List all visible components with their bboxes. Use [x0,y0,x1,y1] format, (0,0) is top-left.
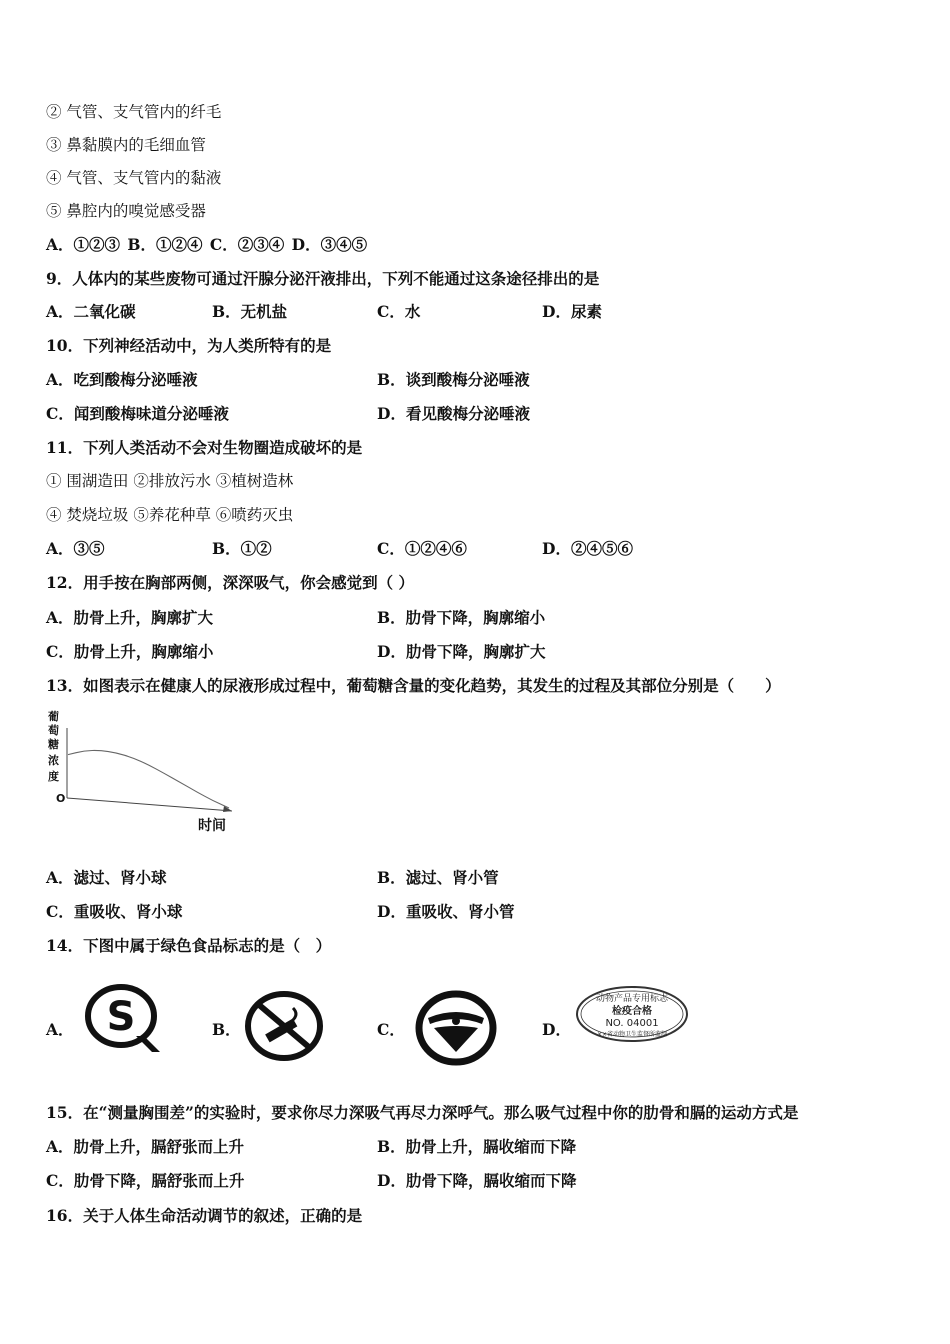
statement-5: ⑤ 鼻腔内的嗅觉感受器 [46,202,206,220]
q13-option-c: C．重吸收、肾小球 [46,902,183,921]
x-axis [67,798,232,811]
y-label-char: 浓 [48,754,59,767]
q9-option-b: B．无机盐 [212,302,288,321]
q13-option-b: B．滤过、肾小管 [377,868,499,887]
origin-label: O [56,792,66,805]
q10-stem: 10．下列神经活动中，为人类所特有的是 [46,336,332,355]
stamp-bottom-text: ××省动物卫生监督所监制 [596,1031,668,1038]
q12-option-d: D．肋骨下降，胸廓扩大 [377,642,546,661]
q15-stem: 15．在“测量胸围差”的实验时，要求你尽力深吸气再尽力深呼气。那么吸气过程中你的肋骨和膈的运动方式是 [46,1103,799,1122]
stamp-number-text: NO. 04001 [605,1018,659,1029]
q10-option-c: C．闻到酸梅味道分泌唾液 [46,404,229,423]
green-food-logo-icon [414,990,498,1066]
q11-option-c: C．①②④⑥ [377,539,467,558]
q15-option-c: C．肋骨下降，膈舒张而上升 [46,1171,245,1190]
q11-option-a: A．③⑤ [46,539,105,558]
q10-option-a: A．吃到酸梅分泌唾液 [46,370,198,389]
q10-option-d: D．看见酸梅分泌唾液 [377,404,530,423]
y-label-char: 度 [48,770,59,783]
q9-option-c: C．水 [377,302,421,321]
statement-2: ② 气管、支气管内的纤毛 [46,103,222,121]
y-label-char: 糖 [48,738,59,751]
q10-option-b: B．谈到酸梅分泌唾液 [377,370,530,389]
q15-option-a: A．肋骨上升，膈舒张而上升 [46,1137,245,1156]
q16-stem: 16．关于人体生命活动调节的叙述，正确的是 [46,1206,363,1225]
q8-options: A．①②③ B．①②④ C．②③④ D．③④⑤ [46,235,368,254]
q11-option-b: B．①② [212,539,272,558]
q12-stem: 12．用手按在胸部两侧，深深吸气，你会感觉到（ ） [46,573,414,592]
glucose-curve [68,750,229,808]
q15-option-b: B．肋骨上升，膈收缩而下降 [377,1137,577,1156]
q12-option-a: A．肋骨上升，胸廓扩大 [46,608,214,627]
y-label-char: 葡 [48,710,59,723]
q13-option-d: D．重吸收、肾小管 [377,902,515,921]
q13-stem: 13．如图表示在健康人的尿液形成过程中，葡萄糖含量的变化趋势，其发生的过程及其部位分别是（ ） [46,676,781,695]
q13-option-a: A．滤过、肾小球 [46,868,167,887]
q14-stem: 14．下图中属于绿色食品标志的是（ ） [46,936,332,955]
qs-logo-icon [84,980,164,1060]
q14-option-c: C． [377,1020,405,1039]
q11-option-d: D．②④⑤⑥ [542,539,633,558]
q11-list-2: ④ 焚烧垃圾 ⑤养花种草 ⑥喷药灭虫 [46,506,294,524]
q9-option-d: D．尿素 [542,302,602,321]
q15-option-d: D．肋骨下降，膈收缩而下降 [377,1171,577,1190]
q14-option-a: A． [46,1020,74,1039]
no-smoking-icon [243,990,325,1062]
q9-option-a: A．二氧化碳 [46,302,136,321]
statement-3: ③ 鼻黏膜内的毛细血管 [46,136,206,154]
stamp-top-text: 动物产品专用标志 [595,994,669,1004]
x-axis-label: 时间 [198,818,226,834]
stamp-main-text: 检疫合格 [612,1006,652,1017]
q11-list-1: ① 围湖造田 ②排放污水 ③植树造林 [46,472,294,490]
svg-text:S: S [106,994,136,1040]
q12-option-c: C．肋骨上升，胸廓缩小 [46,642,214,661]
q14-option-d: D． [542,1020,571,1039]
statement-4: ④ 气管、支气管内的黏液 [46,169,222,187]
q11-stem: 11．下列人类活动不会对生物圈造成破坏的是 [46,438,363,457]
glucose-concentration-chart [46,708,246,838]
q9-stem: 9．人体内的某些废物可通过汗腺分泌汗液排出，下列不能通过这条途径排出的是 [46,269,600,288]
y-label-char: 萄 [48,724,59,737]
q12-option-b: B．肋骨下降，胸廓缩小 [377,608,546,627]
quarantine-stamp-icon [574,984,690,1044]
q14-option-b: B． [212,1020,241,1039]
